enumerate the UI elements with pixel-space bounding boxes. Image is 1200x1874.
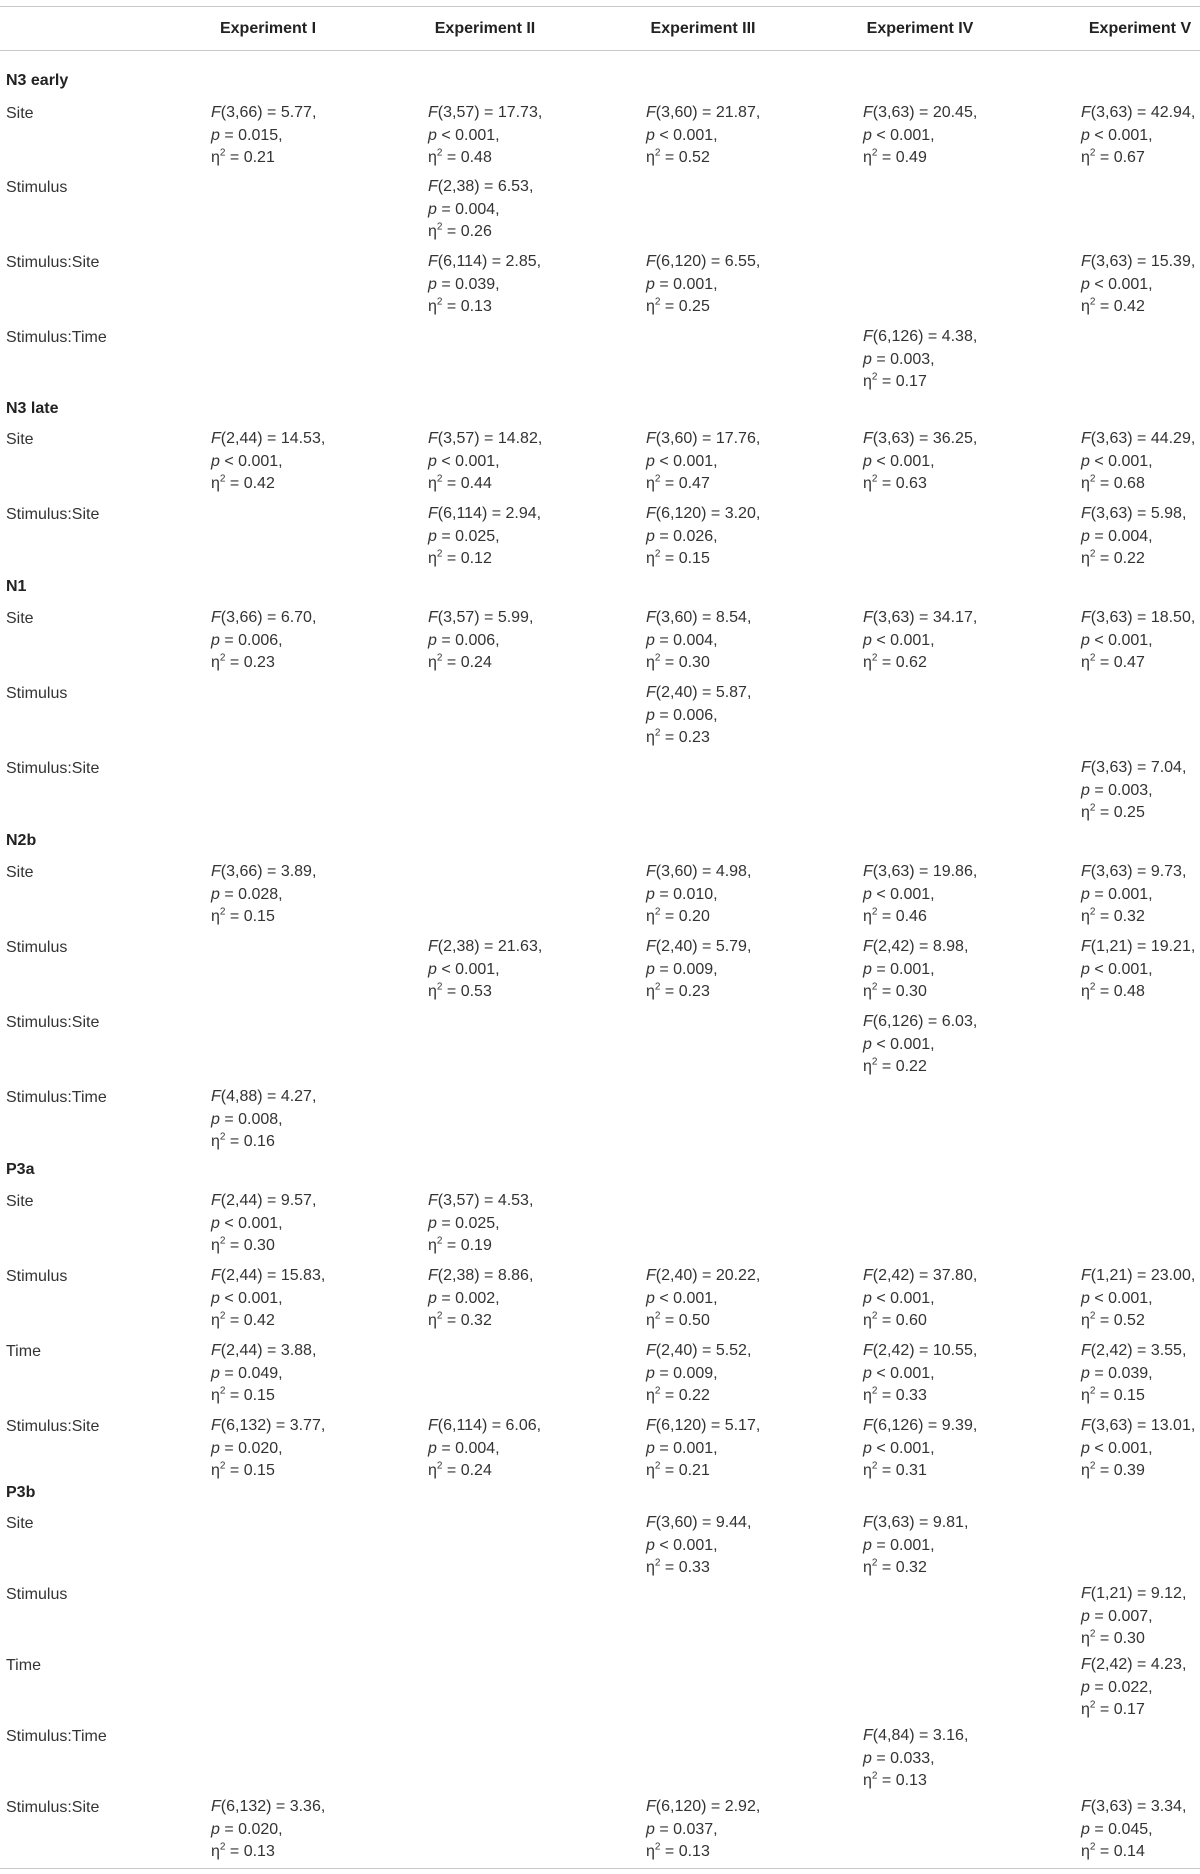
stat-cell: F(6,120) = 6.55, p = 0.001, $\eta^2 = 0.25$ <box>646 253 761 315</box>
stat-cell: F(3,63) = 3.34, p = 0.045, $\eta^2 = 0.14$ <box>1081 1798 1187 1860</box>
stat-cell: F(3,63) = 34.17, p < 0.001, $\eta^2 = 0.62$ <box>863 609 978 671</box>
stat-cell: F(6,126) = 6.03, p < 0.001, $\eta^2 = 0.22$ <box>863 1013 978 1075</box>
stat-cell: F(3,66) = 6.70, p = 0.006, $\eta^2 = 0.23$ <box>211 609 317 671</box>
section-title: P3a <box>6 1161 35 1178</box>
stat-cell: F(2,40) = 5.87, p = 0.006, $\eta^2 = 0.23$ <box>646 684 752 746</box>
row-label: Stimulus <box>6 685 68 702</box>
section-title: N1 <box>6 578 27 595</box>
row-label: Stimulus <box>6 1586 68 1603</box>
stat-cell: F(2,44) = 14.53, p < 0.001, $\eta^2 = 0.42$ <box>211 430 326 492</box>
stat-cell: F(6,132) = 3.77, p = 0.020, $\eta^2 = 0.15$ <box>211 1417 326 1479</box>
section-title: N3 early <box>6 72 69 89</box>
stat-cell: F(3,57) = 5.99, p = 0.006, $\eta^2 = 0.24$ <box>428 609 534 671</box>
stat-cell: F(6,120) = 5.17, p = 0.001, $\eta^2 = 0.21$ <box>646 1417 761 1479</box>
stat-cell: F(3,60) = 17.76, p < 0.001, $\eta^2 = 0.47$ <box>646 430 761 492</box>
stat-cell: F(3,63) = 13.01, p < 0.001, $\eta^2 = 0.39$ <box>1081 1417 1196 1479</box>
row-label: Stimulus:Site <box>6 1799 100 1816</box>
stat-cell: F(2,40) = 5.52, p = 0.009, $\eta^2 = 0.22$ <box>646 1342 752 1404</box>
stat-cell: F(2,40) = 20.22, p < 0.001, $\eta^2 = 0.50$ <box>646 1267 761 1329</box>
stat-cell: F(2,42) = 8.98, p = 0.001, $\eta^2 = 0.30$ <box>863 938 969 1000</box>
column-header: Experiment V <box>1088 20 1192 37</box>
stat-cell: F(2,42) = 3.55, p = 0.039, $\eta^2 = 0.15$ <box>1081 1342 1187 1404</box>
stat-cell: F(3,63) = 18.50, p < 0.001, $\eta^2 = 0.47$ <box>1081 609 1196 671</box>
stat-cell: F(3,63) = 7.04, p = 0.003, $\eta^2 = 0.25$ <box>1081 759 1187 821</box>
row-label: Stimulus:Site <box>6 254 100 271</box>
stat-cell: F(2,44) = 3.88, p = 0.049, $\eta^2 = 0.15$ <box>211 1342 317 1404</box>
section-title: N2b <box>6 832 37 849</box>
stat-cell: F(3,60) = 21.87, p < 0.001, $\eta^2 = 0.52$ <box>646 104 761 166</box>
stat-cell: F(4,88) = 4.27, p = 0.008, $\eta^2 = 0.16$ <box>211 1088 317 1150</box>
stat-cell: F(6,126) = 9.39, p < 0.001, $\eta^2 = 0.31$ <box>863 1417 978 1479</box>
stat-cell: F(6,114) = 6.06, p = 0.004, $\eta^2 = 0.24$ <box>428 1417 542 1479</box>
stat-cell: F(4,84) = 3.16, p = 0.033, $\eta^2 = 0.13$ <box>863 1727 969 1789</box>
row-label: Time <box>6 1657 41 1674</box>
table-top-rule <box>0 6 1200 7</box>
stat-cell: F(6,114) = 2.85, p = 0.039, $\eta^2 = 0.13$ <box>428 253 542 315</box>
stat-cell: F(3,66) = 5.77, p = 0.015, $\eta^2 = 0.21$ <box>211 104 317 166</box>
row-label: Stimulus:Time <box>6 329 107 346</box>
row-label: Site <box>6 1515 34 1532</box>
stat-cell: F(3,57) = 17.73, p < 0.001, $\eta^2 = 0.48$ <box>428 104 543 166</box>
stat-cell: F(3,63) = 9.81, p = 0.001, $\eta^2 = 0.32$ <box>863 1514 969 1576</box>
header-rule <box>0 50 1200 51</box>
stat-cell: F(3,63) = 44.29, p < 0.001, $\eta^2 = 0.68$ <box>1081 430 1196 492</box>
stat-cell: F(1,21) = 19.21, p < 0.001, $\eta^2 = 0.48$ <box>1081 938 1196 1000</box>
stat-cell: F(3,60) = 4.98, p = 0.010, $\eta^2 = 0.20$ <box>646 863 752 925</box>
column-header: Experiment I <box>219 20 317 37</box>
row-label: Stimulus:Site <box>6 506 100 523</box>
row-label: Stimulus <box>6 179 68 196</box>
stat-cell: F(1,21) = 23.00, p < 0.001, $\eta^2 = 0.52$ <box>1081 1267 1196 1329</box>
row-label: Stimulus <box>6 1268 68 1285</box>
stat-cell: F(6,120) = 2.92, p = 0.037, $\eta^2 = 0.13$ <box>646 1798 761 1860</box>
stat-cell: F(2,42) = 37.80, p < 0.001, $\eta^2 = 0.60$ <box>863 1267 978 1329</box>
stat-cell: F(3,57) = 4.53, p = 0.025, $\eta^2 = 0.19$ <box>428 1192 534 1254</box>
row-label: Time <box>6 1343 41 1360</box>
row-label: Stimulus <box>6 939 68 956</box>
row-label: Site <box>6 1193 34 1210</box>
row-label: Stimulus:Site <box>6 760 100 777</box>
column-header: Experiment IV <box>866 20 974 37</box>
stat-cell: F(6,120) = 3.20, p = 0.026, $\eta^2 = 0.15$ <box>646 505 761 567</box>
stat-cell: F(3,63) = 15.39, p < 0.001, $\eta^2 = 0.42$ <box>1081 253 1196 315</box>
stat-cell: F(2,42) = 4.23, p = 0.022, $\eta^2 = 0.17$ <box>1081 1656 1187 1718</box>
stat-cell: F(3,63) = 5.98, p = 0.004, $\eta^2 = 0.22$ <box>1081 505 1187 567</box>
column-header: Experiment II <box>434 20 536 37</box>
table-bottom-rule <box>0 1868 1200 1869</box>
stat-cell: F(3,63) = 19.86, p < 0.001, $\eta^2 = 0.46$ <box>863 863 978 925</box>
stat-cell: F(3,63) = 36.25, p < 0.001, $\eta^2 = 0.63$ <box>863 430 978 492</box>
row-label: Stimulus:Site <box>6 1418 100 1435</box>
stat-cell: F(3,63) = 20.45, p < 0.001, $\eta^2 = 0.49$ <box>863 104 978 166</box>
stat-cell: F(3,63) = 9.73, p = 0.001, $\eta^2 = 0.32$ <box>1081 863 1187 925</box>
section-title: P3b <box>6 1484 36 1501</box>
stat-cell: F(1,21) = 9.12, p = 0.007, $\eta^2 = 0.30$ <box>1081 1585 1187 1647</box>
row-label: Site <box>6 610 34 627</box>
stat-cell: F(2,44) = 15.83, p < 0.001, $\eta^2 = 0.42$ <box>211 1267 326 1329</box>
row-label: Stimulus:Site <box>6 1014 100 1031</box>
stat-cell: F(2,38) = 6.53, p = 0.004, $\eta^2 = 0.26$ <box>428 178 534 240</box>
stat-cell: F(2,38) = 8.86, p = 0.002, $\eta^2 = 0.32$ <box>428 1267 534 1329</box>
column-header: Experiment III <box>650 20 756 37</box>
row-label: Site <box>6 105 34 122</box>
row-label: Stimulus:Time <box>6 1089 107 1106</box>
stat-cell: F(2,44) = 9.57, p < 0.001, $\eta^2 = 0.30$ <box>211 1192 317 1254</box>
row-label: Site <box>6 864 34 881</box>
stat-cell: F(3,60) = 9.44, p < 0.001, $\eta^2 = 0.33$ <box>646 1514 752 1576</box>
stat-cell: F(3,57) = 14.82, p < 0.001, $\eta^2 = 0.44$ <box>428 430 543 492</box>
stat-cell: F(6,126) = 4.38, p = 0.003, $\eta^2 = 0.17$ <box>863 328 978 390</box>
section-title: N3 late <box>6 400 59 417</box>
stat-cell: F(3,66) = 3.89, p = 0.028, $\eta^2 = 0.15$ <box>211 863 317 925</box>
row-label: Stimulus:Time <box>6 1728 107 1745</box>
stat-cell: F(3,60) = 8.54, p = 0.004, $\eta^2 = 0.30$ <box>646 609 752 671</box>
stat-cell: F(2,38) = 21.63, p < 0.001, $\eta^2 = 0.53$ <box>428 938 543 1000</box>
stat-cell: F(3,63) = 42.94, p < 0.001, $\eta^2 = 0.67$ <box>1081 104 1196 166</box>
stat-cell: F(2,40) = 5.79, p = 0.009, $\eta^2 = 0.23$ <box>646 938 752 1000</box>
stat-cell: F(2,42) = 10.55, p < 0.001, $\eta^2 = 0.33$ <box>863 1342 978 1404</box>
stat-cell: F(6,132) = 3.36, p = 0.020, $\eta^2 = 0.13$ <box>211 1798 326 1860</box>
stat-cell: F(6,114) = 2.94, p = 0.025, $\eta^2 = 0.12$ <box>428 505 542 567</box>
row-label: Site <box>6 431 34 448</box>
